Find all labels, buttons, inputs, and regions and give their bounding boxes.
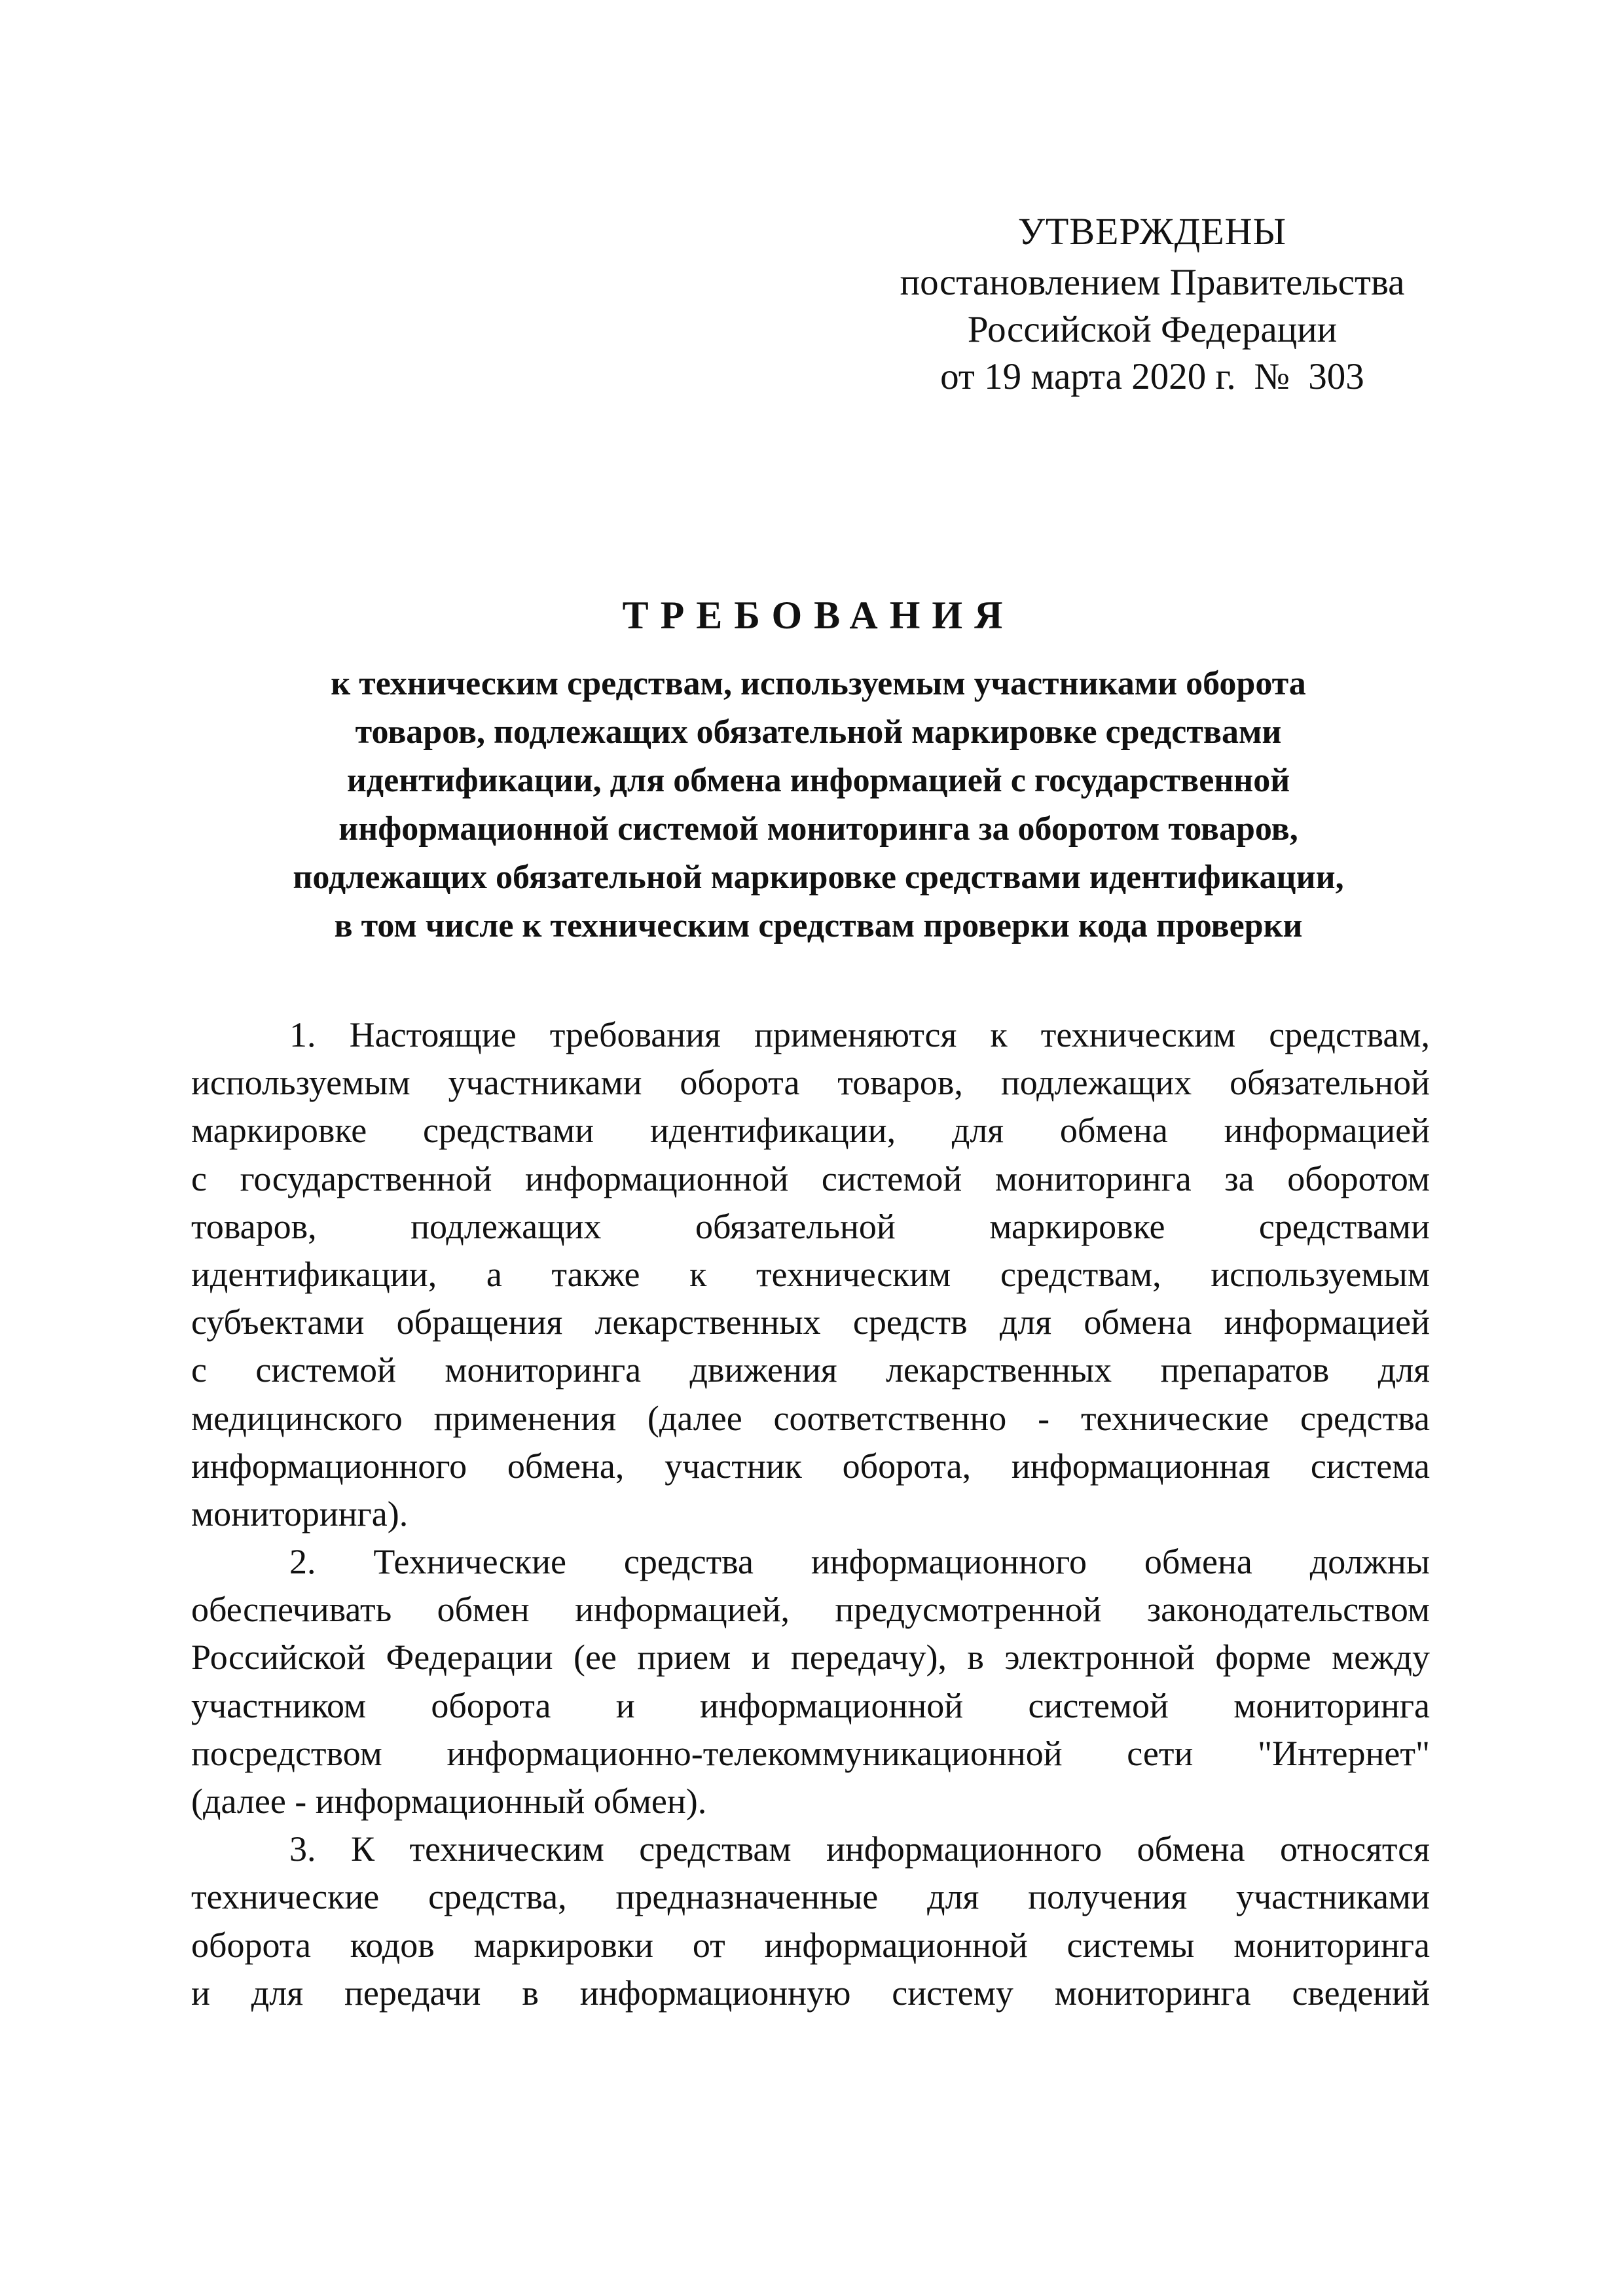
- text-line: с государственной информационной системой мониторинга за оборотом: [191, 1158, 1430, 1198]
- subtitle-line: к техническим средствам, используемым участниками оборота: [331, 665, 1306, 702]
- subtitle-line: в том числе к техническим средствам проверки кода проверки: [334, 907, 1303, 944]
- approval-line-2: Российской Федерации: [967, 309, 1338, 350]
- approval-line-1: постановлением Правительства: [900, 262, 1405, 303]
- paragraph-1: [191, 1011, 1430, 1538]
- text-line: и для передачи в информационную систему мониторинга сведений: [191, 1973, 1430, 2013]
- text-line: обеспечивать обмен информацией, предусмотренной законодательством: [191, 1590, 1430, 1630]
- text-line: технические средства, предназначенные для получения участниками: [191, 1877, 1430, 1917]
- text-line: 3. К техническим средствам информационного обмена относятся: [289, 1829, 1430, 1869]
- text-line: 2. Технические средства информационного обмена должны: [289, 1542, 1430, 1582]
- paragraph-2: [191, 1538, 1430, 1825]
- text-line: оборота кодов маркировки от информационной системы мониторинга: [191, 1925, 1430, 1965]
- approval-block: [871, 208, 1434, 401]
- approval-date-line: [871, 353, 1434, 401]
- text-line: посредством информационно-телекоммуникационной сети "Интернет": [191, 1733, 1430, 1773]
- text-line: идентификации, а также к техническим средствам, используемым: [191, 1254, 1430, 1294]
- text-line: товаров, подлежащих обязательной маркировке средствами: [191, 1206, 1430, 1246]
- approval-title: УТВЕРЖДЕНЫ: [1017, 210, 1287, 253]
- subtitle-line: информационной системой мониторинга за оборотом товаров,: [338, 810, 1298, 848]
- text-line: с системой мониторинга движения лекарственных препаратов для: [191, 1350, 1430, 1390]
- text-line: субъектами обращения лекарственных средств для обмена информацией: [191, 1302, 1430, 1342]
- approval-date: от 19 марта 2020 г.: [940, 356, 1236, 397]
- approval-number: № 303: [1254, 356, 1364, 397]
- text-line: информационного обмена, участник оборота, информационная система: [191, 1446, 1430, 1486]
- subtitle-line: идентификации, для обмена информацией с государственной: [346, 762, 1290, 799]
- document-heading: [164, 589, 1473, 950]
- paragraph-3: [191, 1825, 1430, 2017]
- text-line: мониторинга).: [191, 1494, 409, 1534]
- text-line: участником оборота и информационной системой мониторинга: [191, 1685, 1430, 1725]
- text-line: используемым участниками оборота товаров, подлежащих обязательной: [191, 1063, 1430, 1103]
- text-line: медицинского применения (далее соответственно - технические средства: [191, 1398, 1430, 1438]
- text-line: Российской Федерации (ее прием и передачу), в электронной форме между: [191, 1638, 1430, 1677]
- body-text: [191, 1011, 1430, 2017]
- text-line: (далее - информационный обмен).: [191, 1782, 707, 1821]
- subtitle-line: подлежащих обязательной маркировке средствами идентификации,: [293, 859, 1344, 896]
- text-line: 1. Настоящие требования применяются к техническим средствам,: [289, 1015, 1430, 1054]
- text-line: маркировке средствами идентификации, для обмена информацией: [191, 1111, 1430, 1151]
- document-title: ТРЕБОВАНИЯ: [622, 594, 1015, 637]
- subtitle-line: товаров, подлежащих обязательной маркировке средствами: [355, 713, 1282, 751]
